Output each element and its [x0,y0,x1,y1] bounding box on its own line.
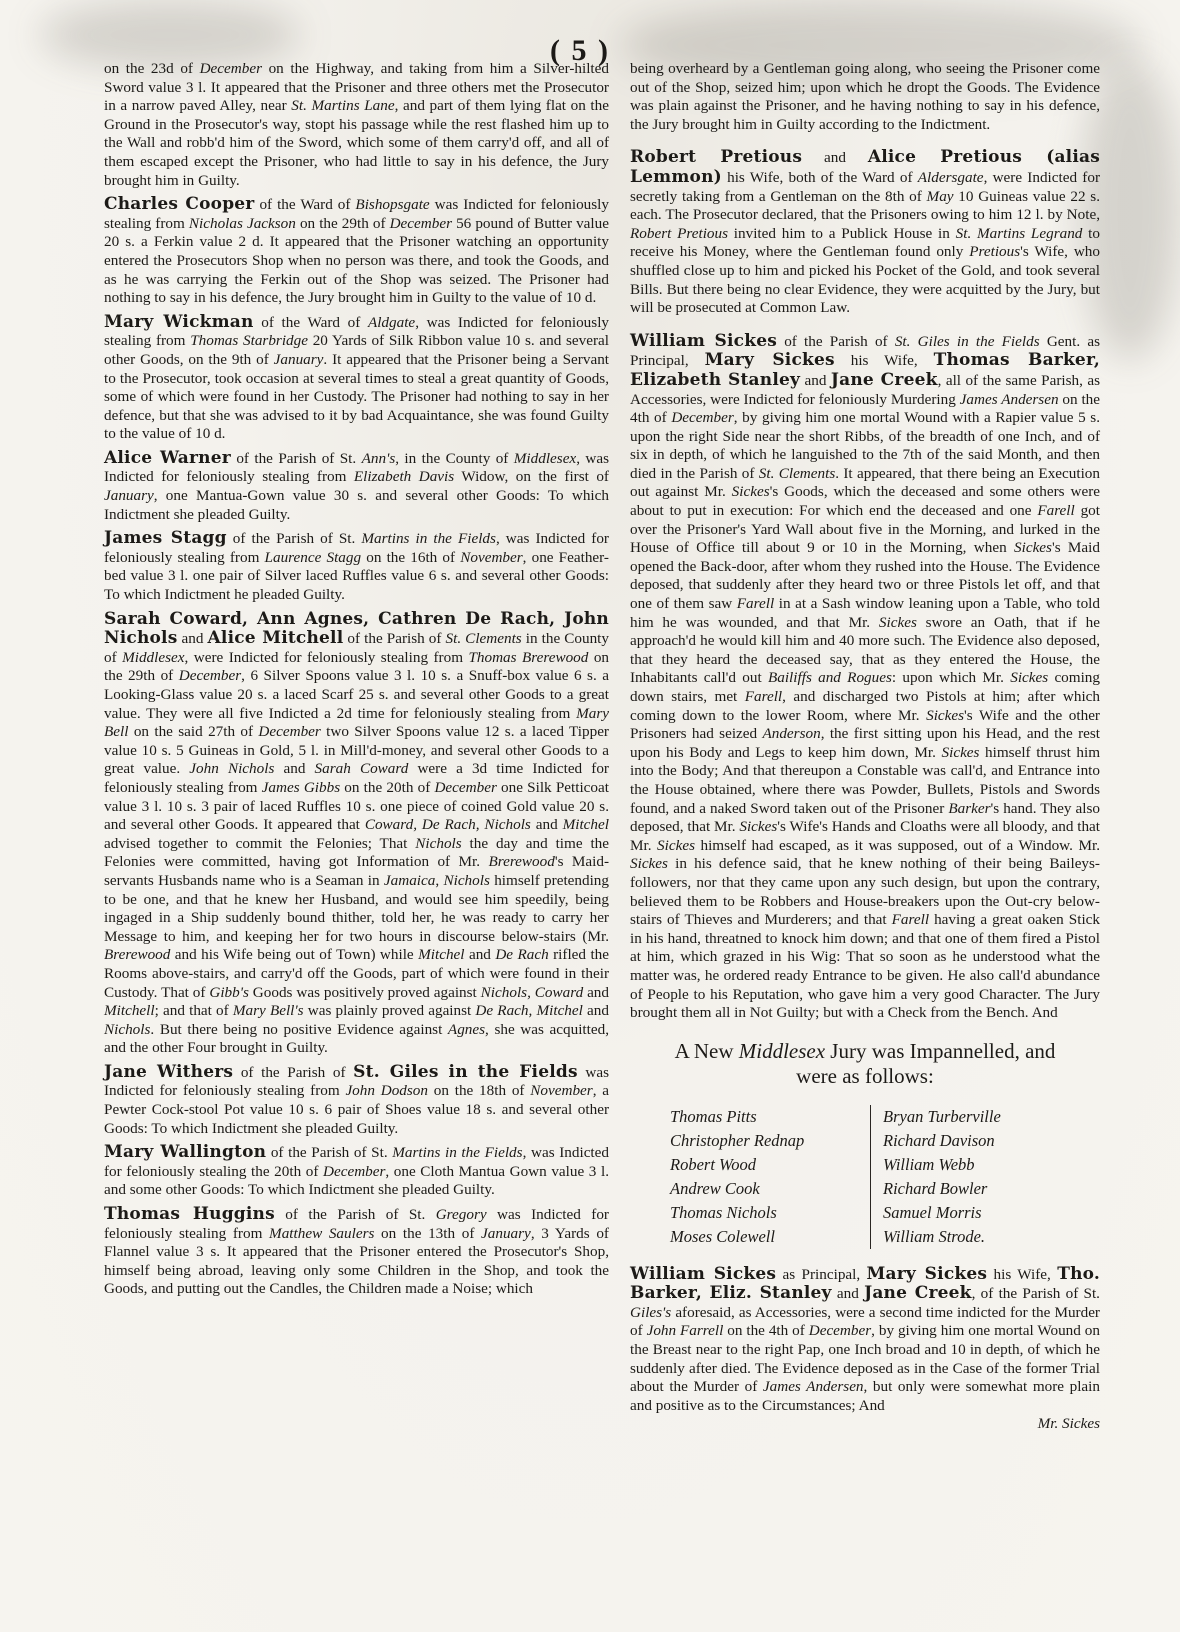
defendant-name: Jane Creek [830,369,938,390]
italic-text: Sickes [1010,669,1049,687]
juror-name: William Webb [883,1154,975,1174]
body-text: having a great oaken Stick in his hand, threatned to knock him down; and that one of them fired a Pistol at him, which grazed in his Wig: That so soon as he understood what the matter was, he ordered ready Entrance to be given. He also call'd abundance of People to his Reputation, who gave him a very good Character. The Jury brought them all in Not Guilty; but with a Check from the Bench. And [630,911,1100,1022]
italic-text: Robert Pretious [630,224,729,242]
defendant-name: Sarah Coward, Ann Agnes, Cathren De Rach, John Nichols [104,608,609,649]
italic-text: December [323,1162,386,1180]
article-paragraph [104,1063,609,1138]
italic-text: St. Martins Legrand [955,224,1083,242]
body-text: , was Indicted for feloniously stealing from [104,449,610,486]
italic-text: January [104,487,154,505]
body-text: aforesaid, as Accessories, were a second time indicted for the Murder of [630,1303,1100,1340]
italic-text: Mitchel [562,816,609,834]
italic-text: Aldgate [367,313,416,331]
italic-text: Coward, De Rach, Nichols [364,816,531,834]
body-text: , were Indicted for feloniously stealing from [184,648,469,666]
body-text: himself thrust him into the Body; And that thereupon a Constable was call'd, and Entrance into the House obtained, where there was Powder, Bullets, Pistols and Swords found, and a naked Sword taken out of the Prisoner [630,743,1101,817]
italic-text: December [178,667,242,685]
body-text: swore an Oath, that if he approach'd he would kill him and 40 more such. The Evidence also deposed, that they heard the deceased say, that as they entered the House, the Inhabitants call'd out [630,613,1100,687]
defendant-name: William Sickes [630,330,777,351]
italic-text: St. Clements [445,630,522,648]
italic-text: Sickes [1014,539,1052,557]
italic-text: Mitchel [418,946,465,964]
defendant-name: Alice Pretious (alias Lemmon) [630,147,1100,187]
jury-list-left [670,1105,870,1249]
body-text: and [464,946,496,964]
juror-name: Bryan Turberville [883,1106,1001,1126]
italic-text: December [434,778,497,796]
body-text: on the Highway, and taking from him a Silver-hilted Sword value 3 l. It appeared that the Prisoner and three others met the Prosecutor in a narrow paved Alley, near [104,60,609,115]
italic-text: St. Giles in the Fields [894,332,1040,350]
body-text: on the 16th of [361,548,461,566]
body-text: being overheard by a Gentleman going along, who seeing the Prisoner come out of the Shop, seized him; upon which he dropt the Goods. The Evidence was plain against the Prisoner, and he having nothing to say in his defence, the Jury brought him in Guilty according to the Indictment. [630,60,1100,133]
italic-text: Nicholas Jackson [188,214,296,232]
juror-name: Richard Bowler [883,1178,988,1198]
body-text: Gent. as Principal, [630,332,1100,370]
italic-text: Giles's [630,1303,672,1321]
juror-name: Samuel Morris [883,1202,982,1222]
body-text: of the Parish of St. [230,449,362,467]
body-text: , were Indicted for secretly taking from a Gentleman on the 8th of [630,168,1100,205]
body-text: , of the Parish of St. [971,1285,1100,1303]
body-text: Goods was positively proved against [248,983,481,1001]
body-text: and [800,371,831,389]
italic-text: Matthew Saulers [269,1224,375,1242]
italic-text: Gregory [435,1206,487,1224]
italic-text: Sarah Coward [314,760,409,778]
defendant-name: Thomas Barker, Elizabeth Stanley [630,350,1100,390]
article-paragraph [104,1143,609,1200]
body-text: , the first sitting upon his Head, and the rest upon his Body and Legs to keep him down, Mr. [630,725,1100,761]
italic-text: Thomas Starbridge [190,332,308,350]
body-text: and his Wife being out of Town) while [170,946,419,964]
italic-text: Farell [736,595,775,613]
italic-text: James Andersen [762,1378,864,1396]
juror-name: William Strode. [883,1226,986,1246]
body-text: to receive his Money, where the Gentleman found only [630,224,1100,261]
body-text: of the Ward of [253,313,368,331]
juror-name: Thomas Pitts [670,1106,757,1126]
article-paragraph [630,148,1100,317]
body-text: , by giving him one mortal Wound on the Breast near to the right Pap, one Inch broad and 10 in depth, of which he suddenly after died. The Evidence deposed as in the Case of the former Trial about the Murder of [630,1322,1100,1396]
defendant-name: Jane Withers [104,1061,234,1082]
italic-text: Sickes [878,613,917,631]
italic-text: Gibb's [209,983,249,1001]
italic-text: Nichols [104,1020,151,1038]
body-text: , one Mantua-Gown value 30 s. and several other Goods: To which Indictment she pleaded Guilty. [104,487,609,523]
body-text: of the Parish of [343,630,446,648]
italic-text: Farell [744,688,783,705]
body-text: coming down stairs, met [630,669,1100,705]
italic-text: Mary Bell [104,704,609,741]
body-text: on the 29th of [295,214,390,232]
body-text: the day and time the Felonies were committed, having got Information of Mr. [104,834,609,871]
body-text: on the 23d of [104,60,200,77]
jury-heading-county: Middlesex [738,1038,826,1063]
body-text: , was Indicted for feloniously stealing from [104,530,609,566]
body-text: and [802,149,868,167]
body-text: , one Feather-bed value 3 l. one pair of Silver laced Ruffles value 6 s. and several other Goods: To which Indictment he pleaded Guilty. [104,548,609,604]
italic-text: James Gibbs [261,778,341,796]
juror-name: Moses Colewell [670,1226,775,1246]
jury-heading-pre: A New [674,1038,739,1063]
body-text: , and part of them lying flat on the Ground in the Prosecutor's way, stopt his passage while the rest flashed him up to the Wall and robb'd him of the Sword, which some of them carry'd off, and all of them escaped except the Prisoner, who had little to say in his defence, the Jury brought him in Guilty. [104,97,609,189]
defendant-name: Jane Creek [864,1283,972,1304]
defendant-name: Alice Mitchell [207,628,344,649]
jury-heading-line2: were as follows: [796,1063,934,1088]
body-text: ; and that of [154,1002,233,1020]
body-text: in the County of [104,630,609,666]
italic-text: December [389,214,452,232]
defendant-name: Mary Wallington [104,1142,267,1163]
italic-text: John Nichols [189,760,275,778]
body-text: got over the Prisoner's Yard Wall about five in the Morning, and lurked in the House of Office till about 9 or 10 in the Morning, when [630,502,1100,557]
defendant-name: Mary Sickes [704,350,835,371]
defendant-name: Mary Wickman [104,311,254,332]
page-number: ( 5 ) [550,34,610,67]
italic-text: Sickes [657,836,695,854]
body-text: of the Parish of [233,1063,354,1081]
body-text: , but only were somewhat more plain and positive as to the Circumstances; And [630,1378,1100,1414]
body-text: and [177,630,208,648]
defendant-name: William Sickes [630,1263,777,1284]
body-text: two Silver Spoons value 12 s. a laced Tipper value 10 s. 5 Guineas in Gold, 5 l. in Mill'd-money, and several other Goods to a great value. [104,723,609,778]
article-paragraph [104,313,609,444]
juror-name: Andrew Cook [670,1178,760,1198]
right-column-bottom [630,1265,1100,1416]
body-text: was Indicted for feloniously stealing from [104,1063,609,1100]
body-text: , 6 Silver Spoons value 3 l. 10 s. a Snuff-box value 6 s. a Looking-Glass value 20 s. a laced Scarf 25 s. and several other Goods to a great value. They were all five Indicted a 2d time for feloniously stealing from [104,667,609,722]
body-text: 10 Guineas value 22 s. each. The Prosecutor declared, that the Prisoners owing to him 12 l. by Note, [630,187,1100,224]
body-text: , [435,871,444,889]
article-paragraph [630,1265,1100,1416]
body-text: and [530,816,563,834]
body-text: his Wife, both of the Ward of [721,168,918,186]
article-paragraph [104,449,609,524]
italic-text: Nichols [415,834,462,852]
body-text: 's hand. They also deposed, that Mr. [630,799,1100,836]
italic-text: Laurence Stagg [264,548,362,566]
italic-text: January [481,1224,531,1242]
defendant-name: Mary Sickes [866,1263,988,1284]
body-text: , a Pewter Cock-stool Pot value 10 s. 6 pair of Shoes value 18 s. and several other Goods: To which Indictment she pleaded Guilty. [104,1082,609,1137]
body-text: 20 Yards of Silk Ribbon value 10 s. and several other Goods, on the 9th of [104,332,610,368]
body-text: was Indicted for feloniously stealing from [104,196,609,232]
italic-text: Nichols [443,871,490,889]
article-paragraph [104,610,609,1058]
body-text: 56 pound of Butter value 20 s. a Ferkin value 2 d. It appeared that the Prisoner watching an opportunity entered the Prosecutors Shop when no person was there, and took the Goods, and as he was carrying the Ferkin out of the Shop was seized. The Prisoner had nothing to say in his defence, the Jury brought him in Guilty to the value of 10 d. [104,214,609,307]
italic-text: December [671,409,734,427]
italic-text: Farell [891,911,930,929]
body-text: , was Indicted for feloniously stealing from [104,313,610,350]
italic-text: Brerewood [488,853,555,871]
body-text: . It appeared that the Prisoner being a Servant to the Prosecutor, took occasion at several times to steal a great quantity of Goods, some of which were found in her Custody. The Prisoner had nothing to say in her defence, but that she was advised to it by bad Acquaintance, she was found Guilty to the value of 10 d. [104,350,610,443]
italic-text: St. Martins Lane [291,97,395,115]
italic-text: John Farrell [646,1322,724,1340]
italic-text: John Dodson [345,1082,428,1100]
body-text: and [274,760,315,778]
body-text: rifled the Rooms above-stairs, and carry'd off the Goods, part of which were found in their Custody. That of [104,946,610,1001]
article-paragraph [104,195,609,308]
body-text: on the said 27th of [128,723,259,741]
juror-name: Christopher Rednap [670,1130,805,1150]
italic-text: Mitchell [104,1002,155,1020]
body-text: on the 4th of [630,390,1100,427]
body-text: as Principal, [776,1265,867,1283]
italic-text: Bishopsgate [355,196,430,214]
italic-text: Farell [1037,502,1075,520]
body-text: on the 20th of [340,778,435,796]
article-paragraph [104,1205,609,1299]
italic-text: Mary Bell's [232,1002,304,1020]
italic-text: Sickes [731,483,770,501]
body-text: , she was acquitted, and the other Four brought in Guilty. [104,1020,609,1057]
italic-text: Brerewood [104,946,171,964]
body-text: 's Wife and the other Prisoners had seized [630,706,1100,743]
right-column [630,60,1100,1434]
body-text: advised together to commit the Felonies; That [104,834,416,852]
italic-text: Aldersgate [917,168,984,186]
body-text: : upon which Mr. [891,669,1011,687]
italic-text: Jamaica [383,871,436,889]
body-text: one Silk Petticoat value 3 l. 10 s. 3 pair of laced Ruffles 10 s. one piece of coined Gold value 20 s. and several other Goods. It appeared that [104,778,609,834]
body-text: on the 29th of [104,648,609,685]
body-text: Widow, on the first of [454,468,609,486]
italic-text: De Rach, Mitchel [475,1002,583,1020]
jury-heading [630,1039,1100,1089]
body-text: of the Parish of St. [266,1144,393,1162]
italic-text: December [199,60,262,77]
juror-name: Robert Wood [670,1154,757,1174]
italic-text: December [808,1322,872,1340]
body-text: of the Parish of [777,332,895,350]
body-text: and [583,983,609,1001]
article-paragraph [630,332,1100,1023]
body-text: . But there being no positive Evidence against [150,1020,448,1038]
italic-text: Martins in the Fields [392,1144,523,1162]
jury-list-right [870,1105,1083,1249]
body-text: of the Ward of [254,196,356,214]
article-paragraph [104,529,609,604]
italic-text: Elizabeth Davis [353,468,455,486]
body-text: 's Goods, which the deceased and some others were about to put in execution: For which end the deceased and one [630,483,1100,520]
italic-text: January [273,350,324,368]
italic-text: Bailiffs and Rogues [767,669,892,687]
body-text: invited him to a Publick House in [728,224,956,242]
body-text: and [831,1285,865,1303]
defendant-name: Alice Warner [104,447,231,468]
body-text: himself pretending to be one, and that he knew her Husband, and would see him speedily, being ingaged in a Ship suddenly bound thither, told her, he was ready to carry her Message to him, and keeping her for two hours in discourse below-stairs (Mr. [104,871,609,945]
right-column-top [630,60,1100,1023]
body-text: 's Wife's Hands and Cloaths were all bloody, and that Mr. [630,818,1101,854]
italic-text: Sickes [739,818,778,836]
juror-name: Thomas Nichols [670,1202,777,1222]
italic-text: Middlesex [513,449,577,467]
italic-text: November [530,1082,593,1100]
body-text: 's Maid-servants Husbands name who is a Seaman in [104,853,609,889]
jury-list [670,1105,1100,1249]
body-text: , and discharged two Pistols at him; after which coming down to the lower Room, where Mr. [630,688,1100,724]
body-text: in his defence said, that he knew nothing of their being Baileys-followers, nor that they came upon any such design, but upon the contrary, believed them to be Robbers and House-breakers upon the Out-cry below-stairs of Thieves and Murderers; and that [630,855,1100,929]
italic-text: Sickes [941,743,980,761]
body-text: 's Maid opened the Back-door, after whom they rushed into the House. The Evidence deposed, that suddenly after they heard two or three Pistols let off, and that one of them saw [630,539,1100,613]
defendant-name: Charles Cooper [104,194,255,215]
italic-text: Barker [948,799,991,817]
article-paragraph [630,60,1100,134]
italic-text: Agnes [447,1020,486,1038]
defendant-name: Tho. Barker, Eliz. Stanley [630,1263,1100,1304]
italic-text: Sickes [926,706,965,724]
article-paragraph [104,60,609,190]
body-text: . It appeared, that there being an Execution out against Mr. [630,464,1100,501]
italic-text: Pretious [969,243,1021,261]
italic-text: De Rach [495,946,549,964]
catchword: Mr. Sickes [1037,1415,1100,1433]
body-text: on the 4th of [723,1322,809,1340]
italic-text: Middlesex [122,648,185,666]
body-text: was Indicted for feloniously stealing from [104,1206,609,1242]
defendant-name: James Stagg [104,528,227,549]
body-text: , all of the same Parish, as Accessories, were Indicted for feloniously Murdering [630,371,1101,408]
italic-text: James Andersen [959,390,1059,408]
body-text: on the 18th of [428,1082,531,1100]
italic-text: May [926,187,954,205]
body-text: , by giving him one mortal Wound with a Rapier value 5 s. upon the right Side near the short Ribbs, of the breadth of one Inch, and of six in depth, of which he languished to the 7th of the said Month, and then died in the Parish of [630,409,1101,482]
italic-text: December [258,723,321,741]
body-text: of the Parish of St. [226,530,362,548]
body-text: were a 3d time Indicted for feloniously stealing from [104,760,609,796]
italic-text: Sickes [630,855,668,873]
left-column [104,60,609,1299]
italic-text: Thomas Brerewood [468,648,589,666]
body-text: 's Wife, who shuffled close up to him and picked his Pocket of the Gold, and took several Bills. But there being no clear Evidence, they were acquitted by the Jury, but will be prosecuted at Common Law. [630,243,1100,317]
body-text: , in the County of [395,449,514,467]
body-text: and [582,1002,609,1020]
italic-text: Ann's [361,449,396,467]
italic-text: Anderson [762,725,821,743]
body-text: in at a Sash window leaning upon a Table, who told him he was wounded, and that Mr. [630,595,1100,631]
body-text: himself had escaped, as it was supposed, out of a Window. Mr. [694,836,1100,854]
jury-heading-post: Jury was Impannelled, and [825,1038,1056,1063]
body-text: was plainly proved against [303,1002,476,1020]
defendant-name: Thomas Huggins [104,1204,275,1225]
body-text: , 3 Yards of Flannel value 3 s. It appeared that the Prisoner entered the Prosecutor's Shop, himself being abroad, leaving only some Children in the Shop, and took the Goods, and putting out the Candles, the Children made a Noise; which [104,1224,609,1298]
body-text: his Wife, [834,352,934,370]
body-text: his Wife, [987,1265,1058,1283]
body-text: , was Indicted for feloniously stealing the 20th of [104,1144,609,1180]
italic-text: Martins in the Fields [361,530,496,548]
body-text: of the Parish of St. [274,1206,436,1224]
defendant-name: Robert Pretious [630,147,803,168]
italic-text: Nichols, Coward [480,983,584,1001]
defendant-name: St. Giles in the Fields [353,1061,578,1082]
juror-name: Richard Davison [883,1130,995,1150]
italic-text: St. Clements [758,464,836,482]
body-text: on the 13th of [374,1224,482,1242]
body-text: , one Cloth Mantua Gown value 3 l. and some other Goods: To which Indictment she pleaded Guilty. [104,1162,609,1199]
italic-text: November [460,548,523,566]
